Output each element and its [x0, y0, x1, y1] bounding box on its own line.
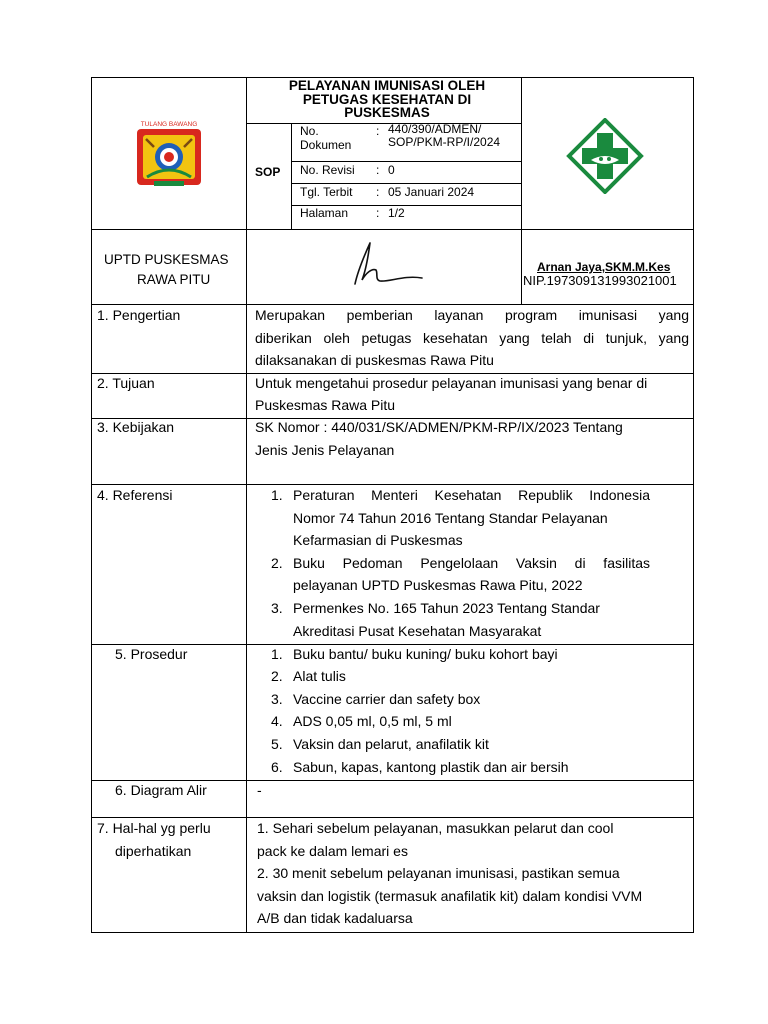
field-divider [291, 161, 521, 162]
prosedur-item: Buku bantu/ buku kuning/ buku kohort bayi [293, 646, 558, 662]
row-divider [91, 229, 694, 230]
prosedur-item: Alat tulis [293, 668, 346, 684]
document-title [250, 79, 524, 120]
diagram-label: 6. Diagram Alir [115, 782, 207, 798]
hal-hal-label: diperhatikan [115, 843, 192, 859]
prosedur-number: 1. [271, 646, 283, 662]
pengertian-text: Merupakan pemberian layanan program imunisasi yang [255, 307, 689, 323]
tujuan-text: Puskesmas Rawa Pitu [255, 397, 396, 413]
referensi-text: Kefarmasian di Puskesmas [293, 532, 463, 548]
signature [338, 240, 428, 290]
hal-hal-label: 7. Hal-hal yg perlu [97, 820, 211, 836]
halaman-label: Halaman [300, 206, 349, 220]
title-line: PETUGAS KESEHATAN DI [302, 91, 472, 107]
field-colon: : [376, 163, 380, 177]
referensi-text: pelayanan UPTD Puskesmas Rawa Pitu, 2022 [293, 577, 583, 593]
referensi-text: Nomor 74 Tahun 2016 Tentang Standar Pelayanan [293, 510, 608, 526]
no-revisi-label: No. Revisi [300, 163, 355, 177]
field-colon: : [376, 206, 380, 220]
prosedur-number: 4. [271, 713, 283, 729]
unit-name: RAWA PITU [137, 272, 211, 287]
prosedur-item: ADS 0,05 ml, 0,5 ml, 5 ml [293, 713, 452, 729]
signer-name: Arnan Jaya,SKM.M.Kes [537, 260, 671, 274]
no-dokumen-value: 440/390/ADMEN/ [388, 122, 482, 136]
pengertian-label: 1. Pengertian [97, 307, 181, 323]
kebijakan-text: SK Nomor : 440/031/SK/ADMEN/PKM-RP/IX/2023 Tentang [255, 419, 623, 435]
puskesmas-logo [565, 118, 645, 194]
referensi-label: 4. Referensi [97, 487, 173, 503]
tujuan-text: Untuk mengetahui prosedur pelayanan imunisasi yang benar di [255, 375, 648, 391]
referensi-text: Permenkes No. 165 Tahun 2023 Tentang Standar [293, 600, 600, 616]
prosedur-number: 2. [271, 668, 283, 684]
title-line: PUSKESMAS [344, 105, 430, 120]
halaman-value: 1/2 [388, 206, 405, 220]
tulang-bawang-logo [134, 117, 204, 193]
hal-hal-text: vaksin dan logistik (termasuk anafilatik kit) dalam kondisi VVM [257, 888, 643, 904]
sop-divider [291, 123, 292, 229]
tgl-terbit-label: Tgl. Terbit [300, 185, 353, 199]
no-dokumen-label: No. [300, 124, 319, 138]
tujuan-label: 2. Tujuan [97, 375, 155, 391]
unit-name: UPTD PUSKESMAS [104, 252, 229, 267]
prosedur-number: 5. [271, 736, 283, 752]
hal-hal-text: 1. Sehari sebelum pelayanan, masukkan pelarut dan cool [257, 820, 614, 836]
referensi-number: 3. [271, 600, 283, 616]
svg-text:TULANG BAWANG: TULANG BAWANG [140, 121, 198, 128]
prosedur-item: Sabun, kapas, kantong plastik dan air bersih [293, 759, 569, 775]
kebijakan-text: Jenis Jenis Pelayanan [255, 442, 395, 458]
pengertian-text: dilaksanakan di puskesmas Rawa Pitu [255, 352, 494, 368]
kebijakan-label: 3. Kebijakan [97, 419, 175, 435]
field-colon: : [376, 124, 380, 138]
tgl-terbit-value: 05 Januari 2024 [388, 185, 475, 199]
no-dokumen-label: Dokumen [300, 138, 352, 152]
field-divider [291, 183, 521, 184]
hal-hal-text: pack ke dalam lemari es [257, 843, 408, 859]
prosedur-item: Vaksin dan pelarut, anafilatik kit [293, 736, 489, 752]
referensi-text: Peraturan Menteri Kesehatan Republik Indonesia [293, 487, 650, 503]
hal-hal-text: 2. 30 menit sebelum pelayanan imunisasi, pastikan semua [257, 865, 620, 881]
referensi-text: Buku Pedoman Pengelolaan Vaksin di fasilitas [293, 555, 650, 571]
title-line: PELAYANAN IMUNISASI OLEH [288, 78, 486, 93]
prosedur-number: 3. [271, 691, 283, 707]
referensi-number: 1. [271, 487, 283, 503]
hal-hal-text: A/B dan tidak kadaluarsa [257, 910, 413, 926]
referensi-number: 2. [271, 555, 283, 571]
field-colon: : [376, 185, 380, 199]
column-divider [246, 77, 247, 933]
prosedur-number: 6. [271, 759, 283, 775]
pengertian-text: diberikan oleh petugas kesehatan yang telah di tunjuk, yang [255, 330, 689, 346]
diagram-value: - [257, 782, 262, 798]
sop-label: SOP [255, 165, 281, 179]
no-revisi-value: 0 [388, 163, 395, 177]
signer-nip: NIP.197309131993021001 [523, 273, 677, 288]
prosedur-label: 5. Prosedur [115, 646, 188, 662]
referensi-text: Akreditasi Pusat Kesehatan Masyarakat [293, 623, 542, 639]
no-dokumen-value: SOP/PKM-RP/I/2024 [388, 135, 501, 149]
prosedur-item: Vaccine carrier dan safety box [293, 691, 481, 707]
